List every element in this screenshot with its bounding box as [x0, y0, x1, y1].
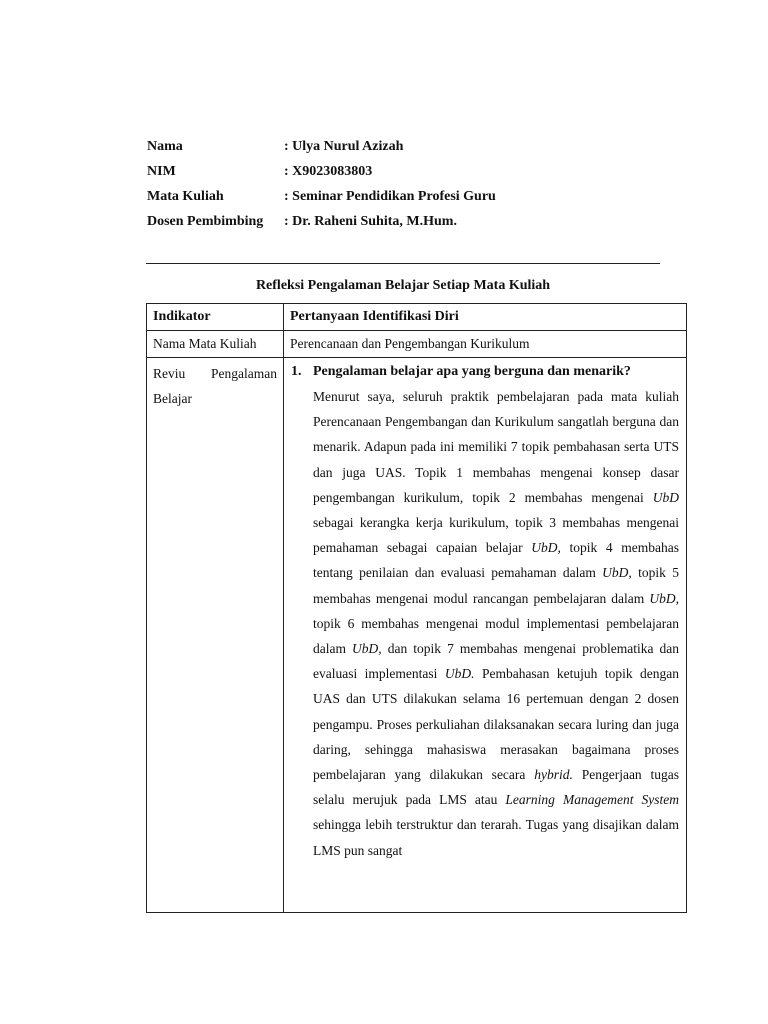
question-number: 1.	[291, 364, 302, 379]
question-text: Pengalaman belajar apa yang berguna dan menarik?	[313, 364, 631, 379]
course-label: Nama Mata Kuliah	[153, 336, 257, 351]
answer-italic-term: UbD,	[602, 565, 632, 581]
answer-italic-term: UbD.	[444, 666, 475, 682]
answer-text-run: topik 4 membahas tentang penilaian dan evaluasi pemahaman dalam	[313, 540, 679, 581]
answer-italic-term: hybrid.	[534, 767, 573, 783]
table-header-row	[147, 304, 687, 331]
answer-text-run: topik 5 membahas mengenai modul rancangan pembelajaran dalam	[313, 565, 679, 606]
identity-value: : X9023083803	[284, 164, 373, 179]
identity-block	[147, 136, 667, 236]
identity-value: : Seminar Pendidikan Profesi Guru	[284, 189, 496, 204]
question-line	[291, 359, 679, 384]
reflection-table	[146, 303, 687, 913]
answer-italic-term: UbD,	[649, 590, 679, 606]
table-cell	[147, 331, 284, 358]
table-cell	[284, 358, 687, 913]
answer-text-run: topik 6 membahas mengenai modul implementasi pembelajaran dalam	[313, 615, 679, 657]
horizontal-divider	[146, 263, 660, 264]
identity-value: : Dr. Raheni Suhita, M.Hum.	[284, 214, 457, 229]
table-row-review	[147, 358, 687, 913]
answer-text-run: Pengerjaan tugas selalu merujuk pada LMS atau	[313, 767, 680, 808]
table-cell	[284, 331, 687, 358]
identity-label: Dosen Pembimbing	[147, 214, 264, 229]
review-label-line2: Belajar	[153, 391, 192, 406]
identity-label: Nama	[147, 139, 183, 154]
answer-italic-term: UbD	[652, 489, 679, 505]
table-header-cell	[147, 304, 284, 331]
review-label-word: Reviu	[153, 366, 186, 381]
table-row-course	[147, 331, 687, 358]
answer-text-run: Menurut saya, seluruh praktik pembelajaran pada mata kuliah Perencanaan Pengembangan dan Kurikulum sangatlah berguna dan menarik. Adapun pada ini memiliki 7 topik pembahasan serta UTS dan juga UAS. Topik 1 membahas mengenai konsep dasar pengembangan kurikulum, topik 2 membahas mengenai	[313, 389, 679, 505]
identity-row-nim	[147, 161, 667, 186]
answer-paragraph	[313, 384, 679, 863]
review-label	[147, 358, 283, 414]
header-pertanyaan: Pertanyaan Identifikasi Diri	[290, 309, 459, 324]
identity-row-course	[147, 186, 667, 211]
course-value: Perencanaan dan Pengembangan Kurikulum	[290, 336, 530, 351]
table-header-cell	[284, 304, 687, 331]
table-cell	[147, 358, 284, 913]
answer-text-run: dan topik 7 membahas mengenai problematika dan evaluasi implementasi	[313, 641, 679, 682]
review-label-line1	[153, 361, 277, 386]
identity-row-name	[147, 136, 667, 161]
answer-block	[284, 358, 686, 863]
table-title: Refleksi Pengalaman Belajar Setiap Mata Kuliah	[255, 278, 551, 293]
identity-label: Mata Kuliah	[147, 189, 224, 204]
answer-italic-term: Learning Management System	[505, 792, 679, 808]
answer-text-run: sehingga lebih terstruktur dan terarah. Tugas yang disajikan dalam LMS pun sangat	[313, 817, 679, 858]
answer-italic-term: UbD,	[531, 540, 561, 556]
answer-text-run: Pembahasan ketujuh topik dengan UAS dan UTS dilakukan selama 16 pertemuan dengan 2 dosen pengampu. Proses perkuliahan dilaksanakan secara luring dan juga daring, sehingga mahasiswa merasakan bagaimana proses pembelajaran yang dilakukan secara	[313, 666, 680, 783]
identity-row-supervisor	[147, 211, 667, 236]
answer-text-run: sebagai kerangka kerja kurikulum, topik 3 membahas mengenai pemahaman sebagai capaian belajar	[313, 515, 679, 556]
review-label-word: Pengalaman	[211, 366, 277, 381]
answer-italic-term: UbD,	[352, 641, 382, 657]
identity-label: NIM	[147, 164, 176, 179]
identity-value: : Ulya Nurul Azizah	[284, 139, 404, 154]
header-indikator: Indikator	[153, 309, 211, 324]
